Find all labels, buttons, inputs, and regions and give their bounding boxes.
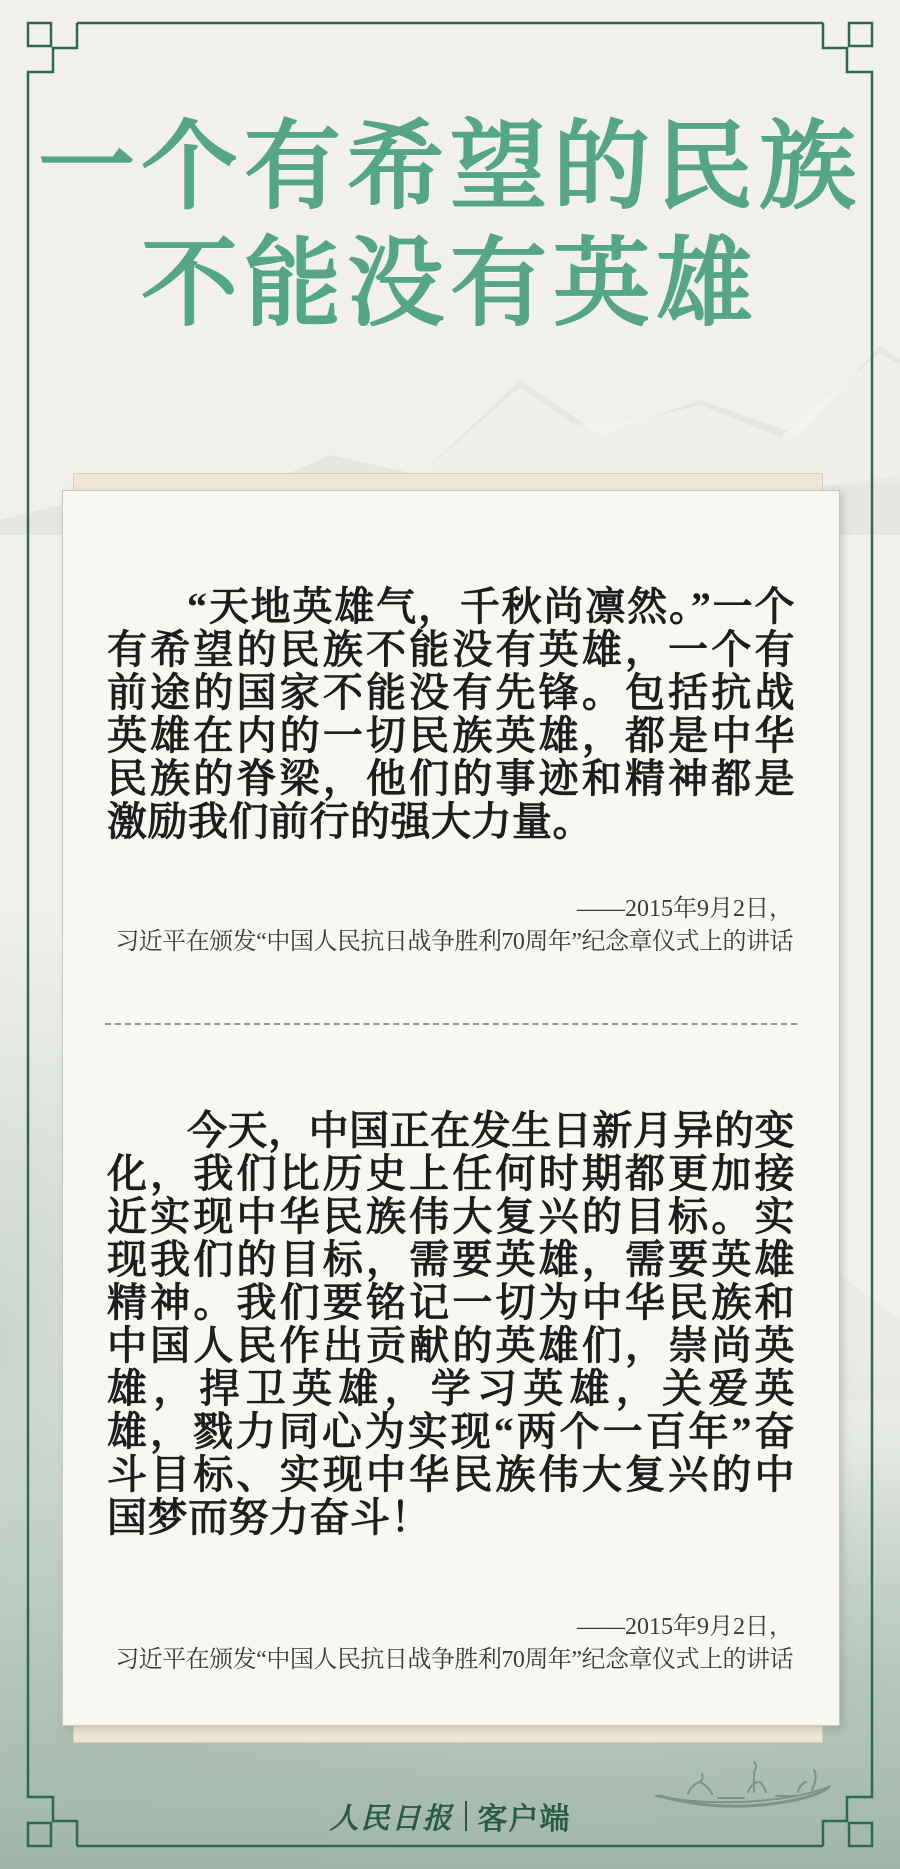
quote-card [62,490,840,1726]
attribution-2-date: ——2015年9月2日， [577,1614,793,1640]
quote-paragraph-2: 今天，中国正在发生日新月异的变化，我们比历史上任何时期都更加接近实现中华民族伟大复兴的目标。实现我们的目标，需要英雄，需要英雄精神。我们要铭记一切为中华民族和中国人民作出贡献的英雄们，崇尚英雄，捍卫英雄，学习英雄，关爱英雄，戮力同心为实现“两个一百年”奋斗目标、实现中华民族伟大复兴的中国梦而努力奋斗！ [107,1108,795,1540]
attribution-2-source: 习近平在颁发“中国人民抗日战争胜利70周年”纪念章仪式上的讲话 [115,1647,793,1673]
attribution-2 [63,1611,839,1677]
attribution-1-date: ——2015年9月2日， [577,896,793,922]
poster-title-line1: 一个有希望的民族 [38,112,862,221]
quote-paragraph-1: “天地英雄气，千秋尚凛然。”一个有希望的民族不能没有英雄，一个有前途的国家不能没有先锋。包括抗战英雄在内的一切民族英雄，都是中华民族的脊梁，他们的事迹和精神都是激励我们前行的强大力量。 [107,584,795,844]
footer-brand [0,1794,900,1838]
attribution-1 [63,893,839,959]
attribution-1-source: 习近平在颁发“中国人民抗日战争胜利70周年”纪念章仪式上的讲话 [115,929,793,955]
brand-suffix-label: 客户端 [477,1803,571,1836]
brand-name-script: 人民日报 [329,1802,454,1835]
poster-title [0,108,900,342]
brand-divider-bar [465,1801,467,1831]
dashed-divider [105,1023,797,1025]
poster-title-line2: 不能没有英雄 [141,229,759,338]
